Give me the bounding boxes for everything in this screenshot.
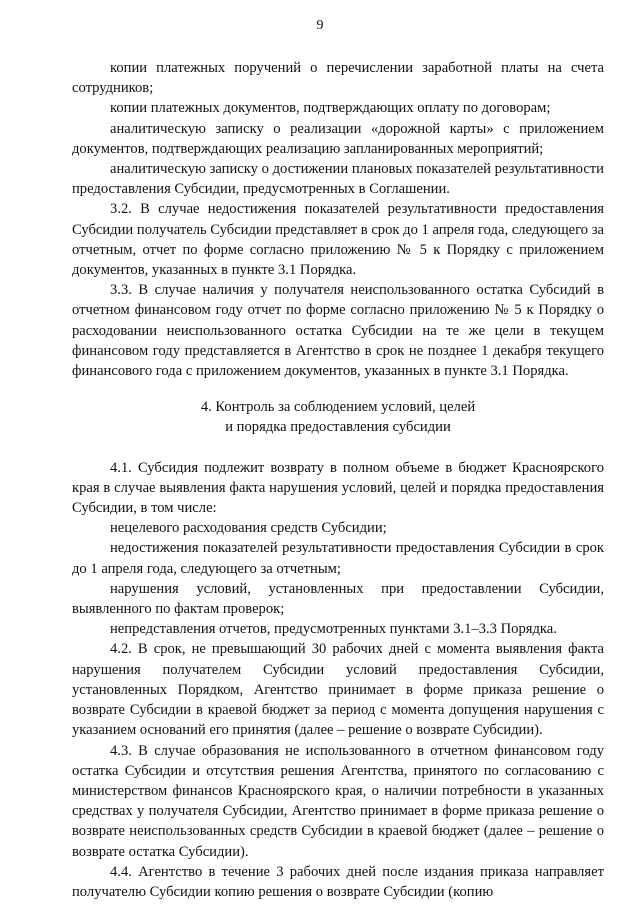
- section-heading: [72, 397, 604, 437]
- document-body: [72, 58, 604, 902]
- section-heading-line: и порядка предоставления субсидии: [225, 419, 451, 436]
- paragraph: аналитическую записку о достижении плановых показателей результативности предоставления Субсидии, предусмотренных в Соглашении.: [72, 161, 604, 198]
- paragraph-3-3: 3.3. В случае наличия у получателя неиспользованного остатка Субсидий в отчетном финансовом году отчет по форме согласно приложению № 5 к Порядку о расходовании неиспользованного остатка Субсидии на те же цели в текущем финансовом году представляется в Агентство в срок не позднее 1 декабря текущего финансового года с приложением документов, указанных в пункте 3.1 Порядка.: [72, 282, 604, 380]
- paragraph: копии платежных документов, подтверждающих оплату по договорам;: [110, 100, 551, 117]
- paragraph: нарушения условий, установленных при предоставлении Субсидии, выявленного по фактам проверок;: [72, 580, 604, 618]
- paragraph: аналитическую записку о реализации «дорожной карты» с приложением документов, подтверждающих реализацию запланированных мероприятий;: [72, 120, 604, 157]
- paragraph: копии платежных поручений о перечислении заработной платы на счета сотрудников;: [72, 60, 604, 97]
- paragraph-4-1: 4.1. Субсидия подлежит возврату в полном объеме в бюджет Красноярского края в случае выявления факта нарушения условий, целей и порядка предоставления Субсидии, в том числе:: [72, 459, 604, 517]
- section-heading-line: 4. Контроль за соблюдением условий, целей: [200, 399, 476, 416]
- paragraph-4-2: 4.2. В срок, не превышающий 30 рабочих дней с момента выявления факта нарушения получателем Субсидии условий предоставления Субсидии, установленных Порядком, Агентство принимает в форме приказа решение о возврате Субсидии в краевой бюджет за период с момента допущения нарушения с указанием оснований его принятия (далее – решение о возврате Субсидии).: [72, 641, 604, 739]
- paragraph-4-3: 4.3. В случае образования не использованного в отчетном финансовом году остатка Субсидии и отсутствия решения Агентства, принятого по согласованию с министерством финансов Красноярского края, о наличии потребности в указанных средствах у получателя Субсидии, Агентство принимает в форме приказа решение о возврате неиспользованных средств Субсидии в краевой бюджет (далее – решение о возврате остатка Субсидии).: [72, 742, 604, 860]
- paragraph-4-4: 4.4. Агентство в течение 3 рабочих дней после издания приказа направляет получателю Субсидии копию решения о возврате Субсидии (копию: [72, 863, 604, 900]
- paragraph-3-2: 3.2. В случае недостижения показателей результативности предоставления Субсидии получатель Субсидии представляет в срок до 1 апреля года, следующего за отчетным, отчет по форме согласно приложению № 5 к Порядку с приложением документов, указанных в пункте 3.1 Порядка.: [72, 201, 604, 279]
- paragraph: непредставления отчетов, предусмотренных пунктами 3.1–3.3 Порядка.: [110, 621, 557, 638]
- page-number: 9: [316, 18, 324, 33]
- paragraph: нецелевого расходования средств Субсидии;: [110, 520, 387, 537]
- paragraph: недостижения показателей результативности предоставления Субсидии в срок до 1 апреля года, следующего за отчетным;: [72, 540, 604, 577]
